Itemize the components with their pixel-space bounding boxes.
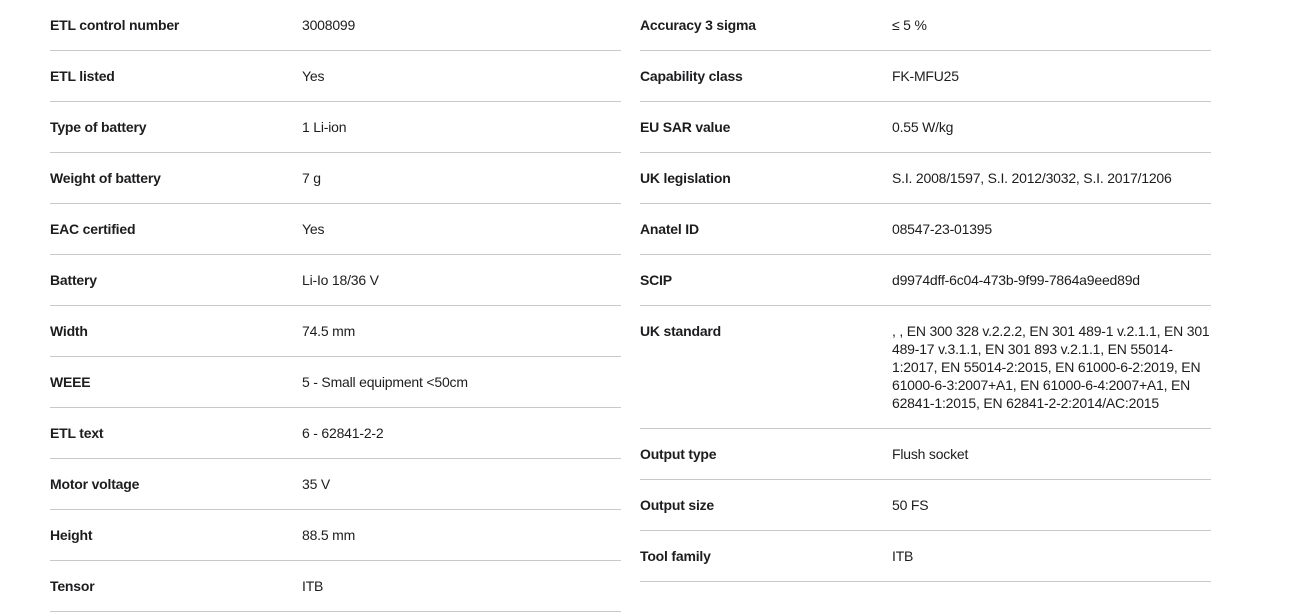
spec-column-right <box>640 0 1211 612</box>
spec-row-anatel-id <box>640 204 1211 255</box>
spec-table <box>50 0 1211 612</box>
spec-value: ITB <box>302 578 324 594</box>
spec-row-uk-standard <box>640 306 1211 429</box>
spec-row-scip <box>640 255 1211 306</box>
spec-row-etl-listed <box>50 51 621 102</box>
spec-column-left <box>50 0 621 612</box>
spec-value: 08547-23-01395 <box>892 221 992 237</box>
spec-label: EAC certified <box>50 221 136 237</box>
spec-label: Tool family <box>640 548 711 564</box>
spec-label: WEEE <box>50 374 91 390</box>
spec-value: 6 - 62841-2-2 <box>302 425 384 441</box>
spec-label: Tensor <box>50 578 95 594</box>
spec-row-capability-class <box>640 51 1211 102</box>
spec-row-output-type <box>640 429 1211 480</box>
spec-value: 3008099 <box>302 17 356 33</box>
spec-row-tool-family <box>640 531 1211 582</box>
spec-value: S.I. 2008/1597, S.I. 2012/3032, S.I. 2017/1206 <box>892 170 1172 186</box>
spec-value: 5 - Small equipment <50cm <box>302 374 468 390</box>
spec-value: Li-Io 18/36 V <box>302 272 379 288</box>
spec-value: Yes <box>302 221 325 237</box>
spec-row-type-of-battery <box>50 102 621 153</box>
spec-label: Capability class <box>640 68 743 84</box>
spec-value: FK-MFU25 <box>892 68 959 84</box>
spec-value: Flush socket <box>892 446 969 462</box>
spec-value: 7 g <box>302 170 321 186</box>
spec-label: Output size <box>640 497 715 513</box>
spec-row-eu-sar-value <box>640 102 1211 153</box>
spec-value: d9974dff-6c04-473b-9f99-7864a9eed89d <box>892 272 1140 288</box>
spec-row-etl-control-number <box>50 0 621 51</box>
spec-value: Yes <box>302 68 325 84</box>
spec-value: 74.5 mm <box>302 323 356 339</box>
spec-label: Accuracy 3 sigma <box>640 17 756 33</box>
spec-label: UK standard <box>640 323 722 339</box>
spec-value: 1 Li-ion <box>302 119 347 135</box>
spec-row-motor-voltage <box>50 459 621 510</box>
spec-row-uk-legislation <box>640 153 1211 204</box>
spec-row-battery <box>50 255 621 306</box>
spec-label: Anatel ID <box>640 221 699 237</box>
spec-row-eac-certified <box>50 204 621 255</box>
spec-label: SCIP <box>640 272 672 288</box>
spec-label: ETL listed <box>50 68 115 84</box>
spec-value: 0.55 W/kg <box>892 119 954 135</box>
spec-value: ≤ 5 % <box>892 17 927 33</box>
spec-label: ETL control number <box>50 17 180 33</box>
spec-row-weight-of-battery <box>50 153 621 204</box>
spec-label: ETL text <box>50 425 104 441</box>
spec-row-weee <box>50 357 621 408</box>
spec-label: EU SAR value <box>640 119 731 135</box>
spec-label: Type of battery <box>50 119 147 135</box>
spec-label: Weight of battery <box>50 170 161 186</box>
spec-label: Motor voltage <box>50 476 140 492</box>
spec-value: ITB <box>892 548 914 564</box>
spec-label: UK legislation <box>640 170 731 186</box>
spec-value: , , EN 300 328 v.2.2.2, EN 301 489-1 v.2.1.1, EN 301 489-17 v.3.1.1, EN 301 893 v.2.1.1, EN 55014-1:2017, EN 55014-2:2015, EN 61000-6-2:2019, EN 61000-6-3:2007+A1, EN 61000-6-4:2007+A1, EN 62841-1:2015, EN 62841-2-2:2014/AC:2015 <box>892 323 1210 411</box>
spec-label: Height <box>50 527 93 543</box>
spec-row-accuracy-3-sigma <box>640 0 1211 51</box>
spec-value: 88.5 mm <box>302 527 356 543</box>
spec-row-etl-text <box>50 408 621 459</box>
spec-row-tensor <box>50 561 621 612</box>
spec-value: 50 FS <box>892 497 929 513</box>
spec-row-width <box>50 306 621 357</box>
spec-label: Width <box>50 323 88 339</box>
spec-label: Battery <box>50 272 97 288</box>
spec-row-height <box>50 510 621 561</box>
spec-value: 35 V <box>302 476 330 492</box>
spec-label: Output type <box>640 446 717 462</box>
spec-row-output-size <box>640 480 1211 531</box>
